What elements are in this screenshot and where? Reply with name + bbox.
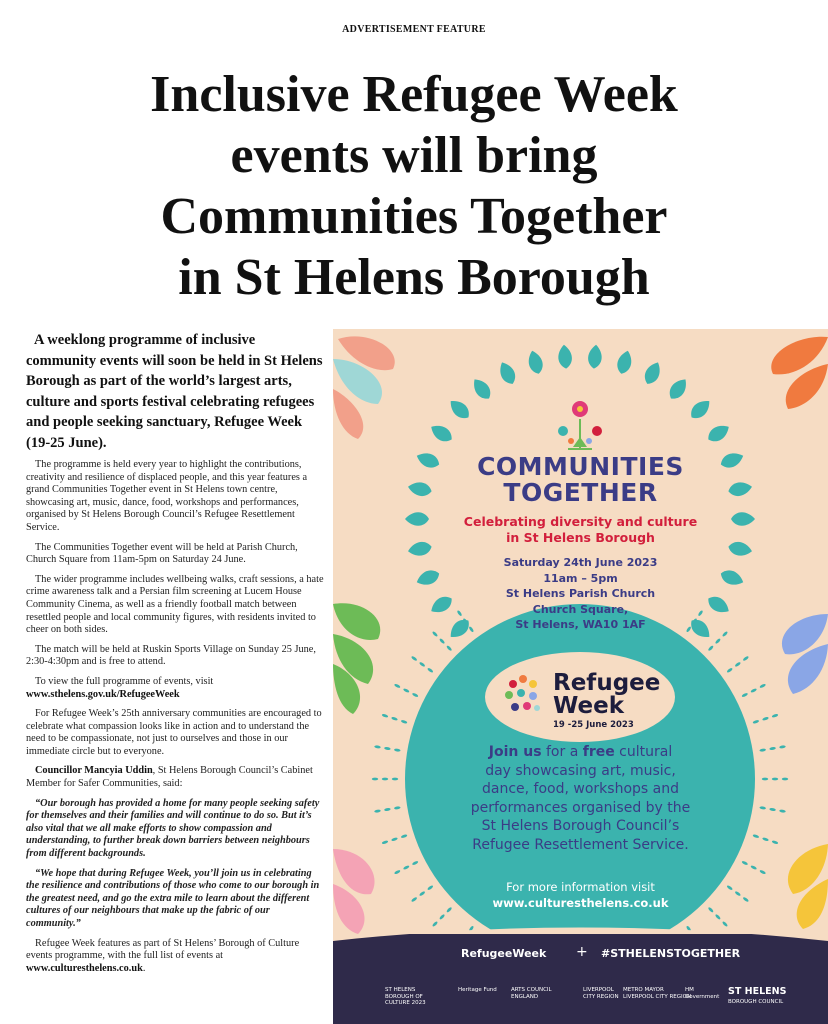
text: ST HELENS — [728, 986, 787, 997]
ray-dot — [752, 719, 759, 724]
refugee-word: Refugee — [553, 670, 661, 696]
sthelenstogether-tag: #STHELENSTOGETHER — [601, 947, 741, 960]
petal — [615, 349, 635, 376]
article-paragraph: The wider programme includes wellbeing walks, craft sessions, a hate crime awareness talk and a Persian film screening at Lucem House Community Cinema, as well as a friendly football match between resettled people and local community figures, with residents invited to cheer on both sides. — [26, 573, 324, 636]
ray-dot — [742, 655, 749, 661]
ray-dot — [759, 683, 766, 688]
ray-dot — [750, 865, 757, 870]
culture-link[interactable]: www.culturesthelens.co.uk — [26, 962, 143, 974]
petal — [705, 421, 733, 445]
text: CULTURE 2023 — [385, 1000, 426, 1006]
poster-subtitle — [333, 514, 828, 546]
poster-more-info — [333, 879, 828, 911]
article-paragraph — [26, 676, 324, 701]
ray-dot — [722, 921, 729, 928]
ray-dot — [412, 692, 419, 697]
ray-dot — [715, 914, 722, 921]
article-paragraph: For Refugee Week’s 25th anniversary communities are encouraged to celebrate what compassion looks like in action and to understand the need to be compassionate, not just to ourselves and those in our immediate circle but to everyone. — [26, 708, 322, 757]
petal — [666, 375, 691, 402]
corner-petal-top-left — [333, 336, 395, 439]
text: BOROUGH OF — [385, 993, 423, 1000]
headline-line-2: events will bring — [230, 127, 598, 184]
advertisement-feature-label: ADVERTISEMENT FEATURE — [342, 24, 486, 35]
text: LIVERPOOL — [583, 987, 614, 993]
borough-of-culture-logo — [385, 987, 426, 1007]
poster-event-details — [333, 555, 828, 633]
text: METRO MAYOR — [623, 987, 664, 993]
join-us-text: Join us — [488, 744, 542, 760]
poster-invitation — [333, 743, 828, 854]
refugee-week-dates: 19 -25 June 2023 — [553, 720, 634, 730]
ray-dot — [715, 638, 722, 645]
ray-dot — [419, 661, 426, 667]
petal — [446, 396, 473, 422]
ray-dot — [446, 645, 453, 652]
event-venue-line-2: Church Square, — [532, 602, 629, 616]
article-paragraph: The programme is held every year to highlight the contributions, creativity and resilience of displaced people, and this year features a grand Communities Together event in St Helens town centre, showcasing art, music, dance, food, workshops and performances, organised by St Helens Borough Council’s Refugee Resettlement Service. — [26, 459, 308, 533]
petal — [587, 344, 603, 369]
petal — [469, 375, 494, 402]
metro-mayor-logo — [623, 987, 691, 1000]
headline-line-3: Communities Together — [160, 188, 668, 245]
invitation-line: Refugee Resettlement Service. — [472, 836, 689, 853]
poster-title-line-1: COMMUNITIES — [477, 452, 684, 481]
ray-dot — [741, 860, 748, 865]
article-lead: A weeklong programme of inclusive community events will soon be held in St Helens Borough as part of the world’s largest arts, culture and sports festival celebrating refugees and people seeking sanctuary, Refugee Week (19-25 June). — [26, 332, 323, 451]
hm-government-logo: HM Government — [685, 987, 720, 1000]
ray-dot — [403, 688, 410, 693]
article-paragraph — [26, 938, 324, 976]
heritage-fund-logo: Heritage Fund — [458, 987, 497, 993]
event-poster — [333, 329, 828, 1024]
text: for a — [541, 744, 583, 760]
headline-line-1: Inclusive Refugee Week — [150, 66, 678, 123]
text: To view the full programme of events, visit — [35, 675, 214, 687]
ray-dot — [412, 860, 419, 865]
week-word: Week — [553, 693, 625, 719]
ray-dot — [403, 865, 410, 870]
petal — [641, 359, 664, 387]
headline — [40, 64, 788, 308]
ray-dot — [394, 869, 401, 874]
article-paragraph — [26, 765, 324, 790]
ray-dot — [734, 661, 741, 667]
free-text: free — [582, 744, 615, 760]
ray-dot — [772, 713, 779, 718]
corner-petal-top-right — [771, 337, 828, 409]
poster-url[interactable]: www.culturesthelens.co.uk — [492, 896, 669, 910]
article-column — [26, 330, 324, 982]
poster-title — [333, 454, 828, 506]
poster-subtitle-line-2: in St Helens Borough — [506, 530, 655, 545]
refugee-week-wordmark — [553, 672, 660, 718]
event-venue-line-3: St Helens, WA10 1AF — [515, 618, 646, 631]
text: Refugee Week features as part of St Helens’ Borough of Culture events programme, with the full list of events at — [26, 937, 300, 962]
invitation-line: performances organised by the — [470, 799, 691, 816]
text: BOROUGH COUNCIL — [728, 999, 784, 1005]
plus-sign: + — [576, 944, 588, 960]
quote-paragraph: “We hope that during Refugee Week, you’ll join us in celebrating the resilience and contributions of those who come to our borough in the greatest need, and go the extra mile to learn about the different cultures of our neighbours that make up the fabric of our community.” — [26, 867, 320, 929]
sponsor-logos — [333, 981, 828, 1021]
headline-line-4: in St Helens Borough — [178, 249, 650, 306]
event-date: Saturday 24th June 2023 — [503, 556, 658, 569]
ray-dot — [762, 716, 769, 721]
text: , St Helens Borough Council’s Cabinet Member for Safer Communities, said: — [26, 765, 313, 790]
quote-paragraph: “Our borough has provided a home for many people seeking safety for themselves and their families and will continue to do so. But it’s also vital that we all make efforts to show compassion and understanding, to further break down barriers between neighbours from different backgrounds. — [26, 797, 320, 860]
poster-hashtags — [333, 939, 828, 971]
petal — [557, 344, 573, 369]
arts-council-logo: ARTS COUNCIL ENGLAND — [511, 987, 552, 1000]
ray-dot — [394, 683, 401, 688]
ray-dot — [391, 716, 398, 721]
poster-title-line-2: TOGETHER — [503, 478, 658, 507]
text: cultural — [614, 744, 673, 760]
ray-dot — [439, 914, 446, 921]
ray-dot — [427, 667, 434, 673]
invitation-line: day showcasing art, music, — [485, 762, 676, 779]
ray-dot — [708, 645, 715, 652]
petal — [687, 396, 714, 422]
ray-dot — [401, 719, 408, 724]
text: . — [142, 962, 146, 974]
petal — [496, 359, 519, 387]
st-helens-council-logo — [728, 987, 786, 1007]
text: ST HELENS — [385, 987, 416, 993]
ray-dot — [439, 638, 446, 645]
invitation-line: dance, food, workshops and — [482, 781, 679, 797]
ray-dot — [759, 869, 766, 874]
ray-dot — [741, 692, 748, 697]
councillor-name: Councillor Mancyia Uddin — [35, 765, 153, 777]
text: LIVERPOOL CITY REGION — [623, 993, 692, 1000]
ray-dot — [382, 713, 389, 718]
petal — [526, 349, 546, 376]
invitation-line: St Helens Borough Council’s — [481, 818, 680, 834]
text: CITY REGION — [583, 993, 619, 1000]
event-time: 11am – 5pm — [543, 571, 618, 585]
article-paragraph: The Communities Together event will be held at Parish Church, Church Square from 11am-5pm on Saturday 24 June. — [26, 541, 298, 566]
refugeeweek-tag: RefugeeWeek — [461, 947, 547, 960]
ray-dot — [432, 921, 439, 928]
event-venue-line-1: St Helens Parish Church — [505, 587, 656, 600]
liverpool-city-region-logo — [583, 987, 619, 1000]
refugee-week-logo — [495, 672, 675, 732]
ray-dot — [726, 667, 733, 673]
article-paragraph: The match will be held at Ruskin Sports Village on Sunday 25 June, 2:30-4:30pm and is free to attend. — [26, 643, 316, 668]
petal — [428, 421, 456, 445]
ray-dot — [411, 655, 418, 661]
ray-dot — [750, 688, 757, 693]
more-info-text: For more information visit — [506, 880, 655, 894]
poster-subtitle-line-1: Celebrating diversity and culture — [463, 514, 698, 529]
programme-link[interactable]: www.sthelens.gov.uk/RefugeeWeek — [26, 688, 180, 700]
